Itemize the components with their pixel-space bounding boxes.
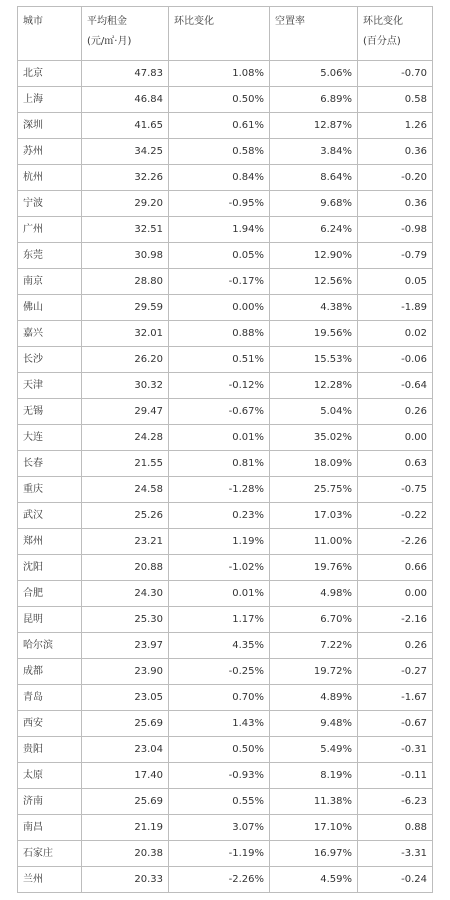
cell-city: 杭州 bbox=[18, 165, 82, 191]
cell-rent-mom: 0.88% bbox=[169, 321, 270, 347]
cell-rent: 24.28 bbox=[82, 425, 169, 451]
table-row bbox=[18, 685, 433, 711]
cell-vacancy: 11.38% bbox=[270, 789, 358, 815]
header-rent-unit: (元/㎡·月) bbox=[87, 36, 132, 47]
cell-vacancy: 12.56% bbox=[270, 269, 358, 295]
cell-rent-mom: 0.01% bbox=[169, 425, 270, 451]
cell-vacancy-mom: 0.05 bbox=[358, 269, 433, 295]
cell-vacancy-mom: 0.58 bbox=[358, 87, 433, 113]
cell-vacancy: 9.68% bbox=[270, 191, 358, 217]
cell-vacancy: 19.72% bbox=[270, 659, 358, 685]
cell-rent: 46.84 bbox=[82, 87, 169, 113]
cell-vacancy: 8.19% bbox=[270, 763, 358, 789]
table-row bbox=[18, 867, 433, 893]
cell-rent: 21.19 bbox=[82, 815, 169, 841]
cell-city: 北京 bbox=[18, 61, 82, 87]
header-vacancy-mom-unit: (百分点) bbox=[363, 36, 401, 47]
cell-vacancy-mom: -0.70 bbox=[358, 61, 433, 87]
header-rent bbox=[82, 7, 169, 61]
cell-city: 天津 bbox=[18, 373, 82, 399]
cell-rent: 32.01 bbox=[82, 321, 169, 347]
cell-vacancy-mom: -0.06 bbox=[358, 347, 433, 373]
header-vacancy-mom-label: 环比变化 bbox=[363, 16, 403, 27]
cell-rent: 17.40 bbox=[82, 763, 169, 789]
cell-city: 合肥 bbox=[18, 581, 82, 607]
cell-rent: 25.69 bbox=[82, 789, 169, 815]
table-row bbox=[18, 321, 433, 347]
cell-vacancy: 15.53% bbox=[270, 347, 358, 373]
table-row bbox=[18, 295, 433, 321]
cell-rent-mom: -0.17% bbox=[169, 269, 270, 295]
cell-vacancy-mom: 0.36 bbox=[358, 191, 433, 217]
cell-rent-mom: 0.50% bbox=[169, 87, 270, 113]
table-row bbox=[18, 503, 433, 529]
cell-vacancy: 4.59% bbox=[270, 867, 358, 893]
header-city bbox=[18, 7, 82, 61]
header-row bbox=[18, 7, 433, 61]
header-rent-mom bbox=[169, 7, 270, 61]
cell-rent: 21.55 bbox=[82, 451, 169, 477]
cell-rent: 25.69 bbox=[82, 711, 169, 737]
cell-rent: 26.20 bbox=[82, 347, 169, 373]
cell-vacancy-mom: 0.00 bbox=[358, 425, 433, 451]
cell-city: 西安 bbox=[18, 711, 82, 737]
table-row bbox=[18, 555, 433, 581]
cell-vacancy: 6.70% bbox=[270, 607, 358, 633]
cell-city: 深圳 bbox=[18, 113, 82, 139]
table-row bbox=[18, 269, 433, 295]
table-row bbox=[18, 425, 433, 451]
cell-city: 兰州 bbox=[18, 867, 82, 893]
cell-city: 武汉 bbox=[18, 503, 82, 529]
cell-vacancy: 9.48% bbox=[270, 711, 358, 737]
cell-vacancy: 7.22% bbox=[270, 633, 358, 659]
cell-vacancy-mom: -1.67 bbox=[358, 685, 433, 711]
cell-rent: 20.88 bbox=[82, 555, 169, 581]
cell-rent: 20.38 bbox=[82, 841, 169, 867]
cell-rent-mom: 1.08% bbox=[169, 61, 270, 87]
cell-rent-mom: -1.28% bbox=[169, 477, 270, 503]
cell-city: 嘉兴 bbox=[18, 321, 82, 347]
cell-city: 佛山 bbox=[18, 295, 82, 321]
cell-rent-mom: -0.25% bbox=[169, 659, 270, 685]
cell-rent: 29.20 bbox=[82, 191, 169, 217]
cell-rent: 23.97 bbox=[82, 633, 169, 659]
cell-rent: 23.90 bbox=[82, 659, 169, 685]
table-row bbox=[18, 607, 433, 633]
cell-vacancy-mom: -3.31 bbox=[358, 841, 433, 867]
cell-vacancy: 6.89% bbox=[270, 87, 358, 113]
cell-vacancy: 25.75% bbox=[270, 477, 358, 503]
table-body bbox=[18, 61, 433, 893]
rent-vacancy-table bbox=[17, 6, 433, 893]
cell-vacancy-mom: -2.16 bbox=[358, 607, 433, 633]
cell-city: 南昌 bbox=[18, 815, 82, 841]
cell-vacancy-mom: 1.26 bbox=[358, 113, 433, 139]
cell-rent-mom: -1.19% bbox=[169, 841, 270, 867]
cell-rent: 23.04 bbox=[82, 737, 169, 763]
cell-rent: 23.05 bbox=[82, 685, 169, 711]
table-row bbox=[18, 477, 433, 503]
table-row bbox=[18, 61, 433, 87]
table-row bbox=[18, 815, 433, 841]
cell-rent: 28.80 bbox=[82, 269, 169, 295]
cell-city: 成都 bbox=[18, 659, 82, 685]
cell-city: 重庆 bbox=[18, 477, 82, 503]
header-rent-mom-label: 环比变化 bbox=[174, 16, 214, 27]
table-row bbox=[18, 217, 433, 243]
cell-city: 太原 bbox=[18, 763, 82, 789]
table-row bbox=[18, 789, 433, 815]
cell-vacancy: 11.00% bbox=[270, 529, 358, 555]
table-header bbox=[18, 7, 433, 61]
cell-rent-mom: 0.55% bbox=[169, 789, 270, 815]
cell-rent-mom: 0.50% bbox=[169, 737, 270, 763]
cell-vacancy: 3.84% bbox=[270, 139, 358, 165]
cell-vacancy: 4.98% bbox=[270, 581, 358, 607]
cell-vacancy: 12.87% bbox=[270, 113, 358, 139]
cell-rent-mom: 3.07% bbox=[169, 815, 270, 841]
cell-rent: 32.51 bbox=[82, 217, 169, 243]
cell-vacancy-mom: -0.67 bbox=[358, 711, 433, 737]
cell-rent: 30.32 bbox=[82, 373, 169, 399]
cell-city: 石家庄 bbox=[18, 841, 82, 867]
cell-city: 贵阳 bbox=[18, 737, 82, 763]
cell-city: 长沙 bbox=[18, 347, 82, 373]
cell-rent: 20.33 bbox=[82, 867, 169, 893]
table-row bbox=[18, 841, 433, 867]
cell-rent-mom: 0.51% bbox=[169, 347, 270, 373]
cell-vacancy-mom: -0.27 bbox=[358, 659, 433, 685]
cell-vacancy: 4.38% bbox=[270, 295, 358, 321]
cell-rent-mom: 1.43% bbox=[169, 711, 270, 737]
cell-rent-mom: -0.67% bbox=[169, 399, 270, 425]
cell-rent: 24.58 bbox=[82, 477, 169, 503]
cell-rent-mom: 0.01% bbox=[169, 581, 270, 607]
cell-rent-mom: 0.84% bbox=[169, 165, 270, 191]
cell-rent: 30.98 bbox=[82, 243, 169, 269]
cell-city: 昆明 bbox=[18, 607, 82, 633]
table-row bbox=[18, 191, 433, 217]
cell-city: 长春 bbox=[18, 451, 82, 477]
cell-vacancy-mom: -0.64 bbox=[358, 373, 433, 399]
cell-vacancy-mom: 0.26 bbox=[358, 633, 433, 659]
cell-city: 大连 bbox=[18, 425, 82, 451]
cell-vacancy-mom: -1.89 bbox=[358, 295, 433, 321]
cell-rent: 32.26 bbox=[82, 165, 169, 191]
cell-city: 南京 bbox=[18, 269, 82, 295]
cell-city: 上海 bbox=[18, 87, 82, 113]
cell-city: 广州 bbox=[18, 217, 82, 243]
cell-vacancy: 35.02% bbox=[270, 425, 358, 451]
cell-rent-mom: 0.05% bbox=[169, 243, 270, 269]
cell-rent: 23.21 bbox=[82, 529, 169, 555]
table-row bbox=[18, 347, 433, 373]
cell-rent-mom: -2.26% bbox=[169, 867, 270, 893]
table-row bbox=[18, 139, 433, 165]
cell-rent: 29.59 bbox=[82, 295, 169, 321]
cell-rent-mom: -0.12% bbox=[169, 373, 270, 399]
cell-rent-mom: 0.81% bbox=[169, 451, 270, 477]
table-row bbox=[18, 165, 433, 191]
cell-city: 郑州 bbox=[18, 529, 82, 555]
cell-vacancy-mom: -0.24 bbox=[358, 867, 433, 893]
cell-city: 无锡 bbox=[18, 399, 82, 425]
table-row bbox=[18, 633, 433, 659]
header-vacancy-label: 空置率 bbox=[275, 16, 305, 27]
cell-vacancy-mom: 0.88 bbox=[358, 815, 433, 841]
cell-vacancy-mom: 0.02 bbox=[358, 321, 433, 347]
header-rent-label: 平均租金 bbox=[87, 16, 127, 27]
cell-vacancy-mom: -0.11 bbox=[358, 763, 433, 789]
header-vacancy-mom bbox=[358, 7, 433, 61]
cell-city: 苏州 bbox=[18, 139, 82, 165]
cell-rent-mom: 1.94% bbox=[169, 217, 270, 243]
cell-vacancy-mom: 0.26 bbox=[358, 399, 433, 425]
cell-rent: 24.30 bbox=[82, 581, 169, 607]
table-row bbox=[18, 399, 433, 425]
table-row bbox=[18, 763, 433, 789]
cell-rent: 29.47 bbox=[82, 399, 169, 425]
cell-rent-mom: -0.95% bbox=[169, 191, 270, 217]
cell-rent-mom: 1.19% bbox=[169, 529, 270, 555]
cell-city: 沈阳 bbox=[18, 555, 82, 581]
cell-vacancy: 17.10% bbox=[270, 815, 358, 841]
cell-rent: 25.30 bbox=[82, 607, 169, 633]
cell-city: 宁波 bbox=[18, 191, 82, 217]
cell-rent-mom: 0.00% bbox=[169, 295, 270, 321]
cell-rent-mom: 4.35% bbox=[169, 633, 270, 659]
cell-vacancy-mom: -0.20 bbox=[358, 165, 433, 191]
cell-city: 青岛 bbox=[18, 685, 82, 711]
cell-rent: 34.25 bbox=[82, 139, 169, 165]
table-row bbox=[18, 87, 433, 113]
cell-vacancy-mom: -6.23 bbox=[358, 789, 433, 815]
cell-vacancy: 17.03% bbox=[270, 503, 358, 529]
table-row bbox=[18, 581, 433, 607]
cell-rent-mom: 1.17% bbox=[169, 607, 270, 633]
cell-rent: 41.65 bbox=[82, 113, 169, 139]
cell-vacancy: 19.56% bbox=[270, 321, 358, 347]
cell-vacancy-mom: 0.63 bbox=[358, 451, 433, 477]
cell-vacancy: 5.49% bbox=[270, 737, 358, 763]
cell-vacancy-mom: -0.98 bbox=[358, 217, 433, 243]
cell-vacancy: 12.28% bbox=[270, 373, 358, 399]
cell-vacancy: 4.89% bbox=[270, 685, 358, 711]
cell-vacancy-mom: -0.75 bbox=[358, 477, 433, 503]
cell-rent-mom: 0.23% bbox=[169, 503, 270, 529]
cell-city: 济南 bbox=[18, 789, 82, 815]
table-row bbox=[18, 529, 433, 555]
cell-vacancy: 8.64% bbox=[270, 165, 358, 191]
cell-vacancy-mom: 0.00 bbox=[358, 581, 433, 607]
cell-vacancy-mom: -0.31 bbox=[358, 737, 433, 763]
cell-vacancy-mom: -0.22 bbox=[358, 503, 433, 529]
cell-vacancy: 5.06% bbox=[270, 61, 358, 87]
table-row bbox=[18, 737, 433, 763]
cell-vacancy: 12.90% bbox=[270, 243, 358, 269]
cell-vacancy: 16.97% bbox=[270, 841, 358, 867]
cell-vacancy-mom: 0.66 bbox=[358, 555, 433, 581]
table-row bbox=[18, 451, 433, 477]
cell-rent: 47.83 bbox=[82, 61, 169, 87]
cell-vacancy: 6.24% bbox=[270, 217, 358, 243]
cell-vacancy: 18.09% bbox=[270, 451, 358, 477]
cell-city: 哈尔滨 bbox=[18, 633, 82, 659]
cell-rent: 25.26 bbox=[82, 503, 169, 529]
header-vacancy bbox=[270, 7, 358, 61]
cell-vacancy-mom: -0.79 bbox=[358, 243, 433, 269]
cell-rent-mom: -1.02% bbox=[169, 555, 270, 581]
table-row bbox=[18, 659, 433, 685]
cell-vacancy: 5.04% bbox=[270, 399, 358, 425]
cell-rent-mom: 0.58% bbox=[169, 139, 270, 165]
table-row bbox=[18, 243, 433, 269]
cell-rent-mom: 0.61% bbox=[169, 113, 270, 139]
cell-city: 东莞 bbox=[18, 243, 82, 269]
cell-rent-mom: 0.70% bbox=[169, 685, 270, 711]
cell-vacancy-mom: -2.26 bbox=[358, 529, 433, 555]
table-row bbox=[18, 711, 433, 737]
cell-vacancy-mom: 0.36 bbox=[358, 139, 433, 165]
cell-vacancy: 19.76% bbox=[270, 555, 358, 581]
table-row bbox=[18, 113, 433, 139]
header-city-label: 城市 bbox=[23, 16, 43, 27]
table-row bbox=[18, 373, 433, 399]
cell-rent-mom: -0.93% bbox=[169, 763, 270, 789]
